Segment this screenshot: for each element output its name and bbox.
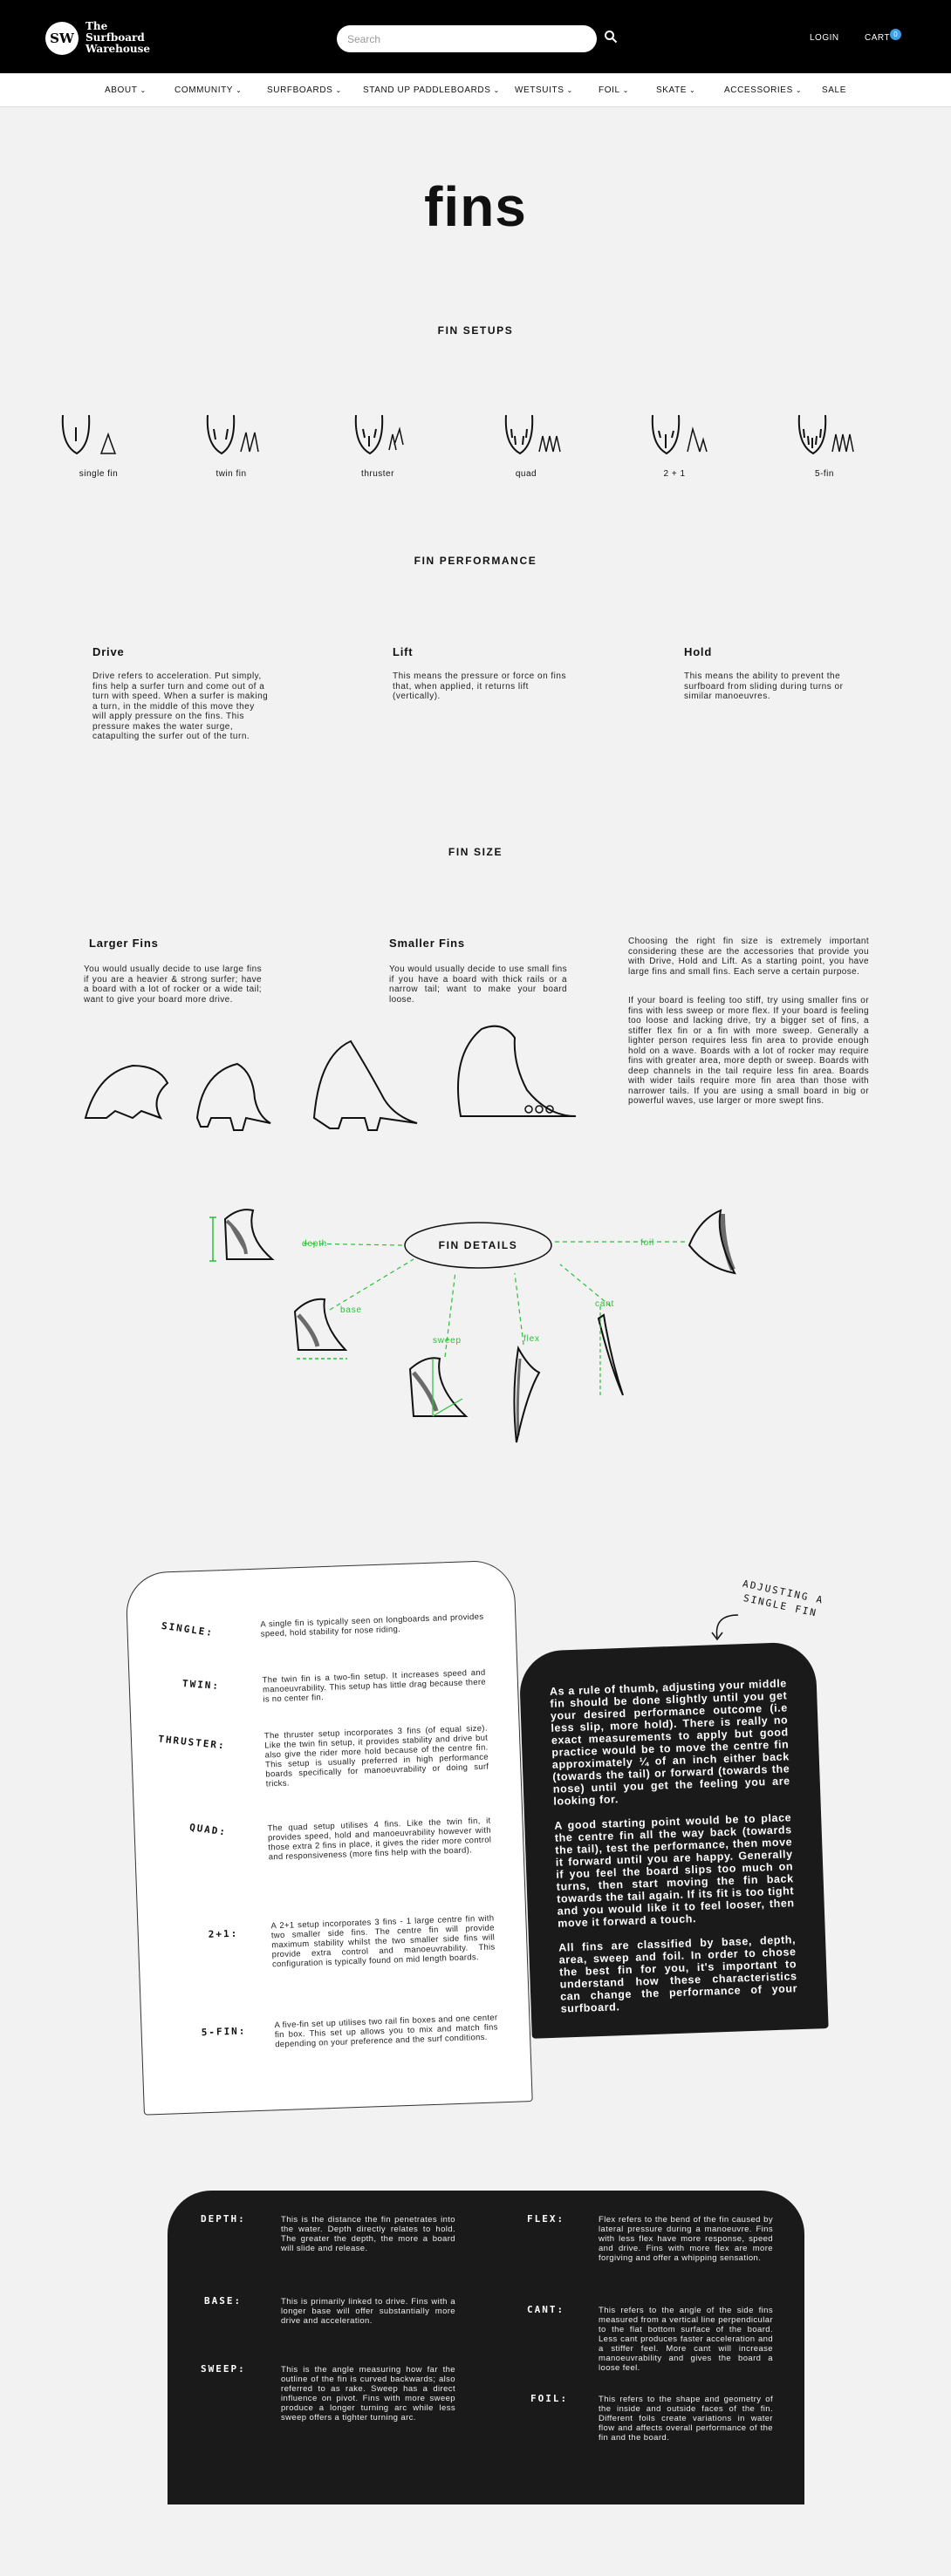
logo-mark: SW	[45, 22, 79, 55]
card-text-single: A single fin is typically seen on longboards and provides speed, hold stability for nose riding.	[260, 1612, 484, 1639]
performance-title-hold: Hold	[684, 645, 713, 658]
detail-label-flex: flex	[523, 1334, 540, 1344]
glossary-text-depth: This is the distance the fin penetrates into the water. Depth directly relates to hold. The greater the depth, the more a board will slide and release.	[281, 2215, 455, 2253]
chevron-down-icon: ⌄	[689, 86, 696, 94]
larger-fins-title: Larger Fins	[89, 937, 159, 950]
curved-arrow-icon	[708, 1610, 743, 1645]
glossary-text-foil: This refers to the shape and geometry of the inside and outside faces of the fin. Different foils create variations in water flow and affects overall performance of the fin and the board.	[599, 2395, 773, 2443]
chevron-down-icon: ⌄	[795, 86, 803, 94]
nav-item-wetsuits[interactable]	[515, 85, 573, 95]
glossary-text-cant: This refers to the angle of the side fins measured from a vertical line perpendicular to the flat bottom surface of the board. Less cant produces faster acceleration and a stiffer feel. More cant will increase manoeuvrability and gives the board a loose feel.	[599, 2306, 773, 2373]
nav-label: SURFBOARDS	[267, 85, 333, 95]
chevron-down-icon: ⌄	[622, 86, 629, 94]
login-link[interactable]: LOGIN	[810, 33, 839, 43]
fin-size-note-1: Choosing the right fin size is extremely important considering these are the accessories that provide you with Drive, Hold and Lift. As a starting point, you have large fins and small fins. Each serve a certain purpose.	[628, 937, 869, 977]
fin-size-drawings	[80, 1020, 595, 1142]
nav-item-about[interactable]	[105, 85, 147, 95]
nav-label: FOIL	[599, 85, 620, 95]
card-text-thruster: The thruster setup incorporates 3 fins (of equal size). Like the twin fin setup, it provides stability and drive but also give the rider more hold because of the centre fin. This setup is usually preferred in high performance boards specifically for manoeuvrability or doing surf tricks.	[263, 1723, 489, 1789]
nav-item-sale[interactable]	[822, 85, 846, 95]
setup-five-fin	[777, 410, 872, 488]
glossary-key-flex: FLEX:	[527, 2213, 565, 2225]
main-nav	[0, 73, 951, 107]
search-input[interactable]	[337, 25, 597, 52]
adjusting-note: ADJUSTING A SINGLE FIN	[742, 1578, 825, 1619]
performance-text-lift: This means the pressure or force on fins that, when applied, it returns lift (vertically).	[393, 671, 566, 701]
logo-text: The Surfboard Warehouse	[86, 20, 151, 55]
glossary-key-depth: DEPTH:	[201, 2213, 246, 2225]
chevron-down-icon: ⌄	[566, 86, 573, 94]
cart-link[interactable]: CART	[865, 33, 891, 43]
setup-label: 2 + 1	[663, 469, 686, 479]
glossary-key-base: BASE:	[204, 2295, 243, 2307]
cart-count-badge: 0	[890, 29, 901, 40]
fin-setups-card	[125, 1559, 532, 2115]
glossary-key-sweep: SWEEP:	[201, 2363, 246, 2375]
chevron-down-icon: ⌄	[236, 86, 243, 94]
performance-text-drive: Drive refers to acceleration. Put simply, fins help a surfer turn and come out of a turn with speed. When a surfer is making a turn, in the middle of this move they will apply pressure on the fins. This pressure makes the water surge, catapulting the surfer out of the turn.	[92, 671, 269, 741]
setup-label: single fin	[79, 469, 119, 479]
thruster-icon	[330, 410, 426, 471]
smaller-fins-text: You would usually decide to use small fins if you have a board with thick rails or a narrow tail; want to make your board loose.	[389, 964, 567, 1005]
nav-item-skate[interactable]	[656, 85, 695, 95]
detail-label-sweep: sweep	[433, 1336, 462, 1346]
card-key-thruster: THRUSTER:	[157, 1733, 227, 1752]
card-key-two-plus-one: 2+1:	[208, 1927, 239, 1940]
glossary-key-foil: FOIL:	[530, 2393, 569, 2404]
two-plus-one-icon	[626, 410, 722, 471]
nav-item-sup[interactable]	[363, 85, 500, 95]
section-heading-details: FIN DETAILS	[438, 1239, 518, 1251]
setup-label: thruster	[361, 469, 394, 479]
nav-item-foil[interactable]	[599, 85, 629, 95]
chevron-down-icon: ⌄	[140, 86, 147, 94]
quad-icon	[478, 410, 574, 471]
fin-glossary-card	[168, 2191, 804, 2504]
five-fin-icon	[777, 410, 872, 471]
top-bar	[0, 0, 951, 73]
nav-item-community[interactable]	[174, 85, 242, 95]
card-text-twin: The twin fin is a two-fin setup. It increases speed and manoeuvrability. This setup has little drag because there is no center fin.	[262, 1667, 487, 1705]
detail-label-cant: cant	[595, 1299, 615, 1309]
setup-label: twin fin	[216, 469, 247, 479]
detail-label-foil: foil	[640, 1238, 654, 1248]
nav-label: STAND UP PADDLEBOARDS	[363, 85, 491, 95]
adjust-paragraph: All fins are classified by base, depth, area, sweep and foil. In order to chose the best fin for you, it's important to understand how these characteristics can change the performance of your surfboard.	[558, 1933, 798, 2015]
adjust-paragraph: A good starting point would be to place the centre fin all the way back (towards the tail), test the performance, then move it forward until you are happy. Generally if you feel the board slips too much on turns, then start moving the fin back towards the tail again. If its fit is too tight and you would like it to feel looser, then move it forward a touch.	[554, 1811, 795, 1930]
card-text-two-plus-one: A 2+1 setup incorporates 3 fins - 1 large centre fin with two smaller side fins. The centre fin will provide maximum stability whilst the two smaller side fins will provide extra control and manoeuvrability. This configuration is typically found on mid length boards.	[270, 1913, 496, 1970]
setup-twin-fin	[183, 410, 279, 488]
nav-label: ACCESSORIES	[724, 85, 793, 95]
performance-title-lift: Lift	[393, 645, 414, 658]
performance-title-drive: Drive	[92, 645, 125, 658]
nav-item-surfboards[interactable]	[267, 85, 342, 95]
performance-text-hold: This means the ability to prevent the surfboard from sliding during turns or similar manoeuvres.	[684, 671, 844, 701]
adjust-paragraph: As a rule of thumb, adjusting your middle fin should be done slightly until you get your desired performance outcome (i.e less slip, more hold). There is really no exact measurements to apply but good practice would be to move the centre fin approximately ¼ of an inch either back (towards the tail) or forward (towards the nose) until you get the feeling you are looking for.	[549, 1677, 790, 1808]
nav-label: ABOUT	[105, 85, 138, 95]
nav-label: SALE	[822, 85, 846, 95]
twin-fin-icon	[183, 410, 279, 471]
card-key-quad: QUAD:	[188, 1821, 228, 1838]
smaller-fins-title: Smaller Fins	[389, 937, 465, 950]
larger-fins-text: You would usually decide to use large fins if you are a heavier & strong surfer; have a board with a lot of rocker or a wide tail; want to give your board more drive.	[84, 964, 262, 1005]
detail-label-depth: depth	[302, 1239, 328, 1249]
glossary-text-sweep: This is the angle measuring how far the outline of the fin is curved backwards; also referred to as rake. Sweep has a direct influence on pivot. Fins with more sweep produce a longer turning arc while less sweep offers a tighter turning arc.	[281, 2365, 455, 2423]
setup-label: quad	[515, 469, 537, 479]
card-text-five-fin: A five-fin set up utilises two rail fin boxes and one center fin box. This set up allows you to mix and match fins depending on your preference and the surf conditions.	[274, 2013, 498, 2050]
glossary-text-flex: Flex refers to the bend of the fin caused by lateral pressure during a manoeuvre. Fins with less flex have more response, speed and drive. Fins with more flex are more forgiving and offer a whipping sensation.	[599, 2215, 773, 2263]
logo[interactable]	[45, 21, 155, 55]
glossary-text-base: This is primarily linked to drive. Fins with a longer base will offer substantially more drive and acceleration.	[281, 2297, 455, 2326]
detail-label-base: base	[340, 1305, 362, 1315]
card-text-quad: The quad setup utilises 4 fins. Like the twin fin, it provides speed, hold and manoeuvrability however with those extra 2 fins in place, it gives the rider more control and responsiveness (more fins help with the board).	[267, 1816, 492, 1863]
search-icon[interactable]	[604, 30, 618, 44]
chevron-down-icon: ⌄	[493, 86, 500, 94]
nav-label: SKATE	[656, 85, 688, 95]
nav-item-accessories[interactable]	[724, 85, 802, 95]
chevron-down-icon: ⌄	[335, 86, 342, 94]
glossary-key-cant: CANT:	[527, 2304, 565, 2315]
card-key-five-fin: 5-FIN:	[201, 2025, 247, 2039]
section-heading-size: FIN SIZE	[448, 846, 503, 858]
nav-label: WETSUITS	[515, 85, 564, 95]
setup-quad	[478, 410, 574, 488]
nav-label: COMMUNITY	[174, 85, 234, 95]
setup-two-plus-one	[626, 410, 722, 488]
card-key-twin: TWIN:	[181, 1678, 221, 1693]
section-heading-performance: FIN PERFORMANCE	[414, 555, 537, 567]
adjusting-single-fin-card	[518, 1641, 828, 2039]
fin-size-note-2: If your board is feeling too stiff, try using smaller fins or fins with less sweep or more flex. If your board is feeling too loose and lacking drive, try a bigger set of fins, a stiffer flex fin or a fin with more sweep. Generally a lighter person requires less fin area to provide enough hold on a wave. Boards with a lot of rocker may require fins with greater area, more depth or sweep. Boards with deep channels in the tail require less fin area. Boards with wider tails require more fin area than those with narrower tails. If you are using a small board in big or powerful waves, use larger or more swept fins.	[628, 996, 869, 1106]
card-key-single: SINGLE:	[161, 1619, 215, 1639]
setup-single-fin	[51, 410, 147, 488]
single-fin-icon	[51, 410, 147, 471]
setup-thruster	[330, 410, 426, 488]
page-title: fins	[424, 175, 527, 238]
section-heading-setups: FIN SETUPS	[437, 324, 514, 337]
setup-label: 5-fin	[815, 469, 834, 479]
